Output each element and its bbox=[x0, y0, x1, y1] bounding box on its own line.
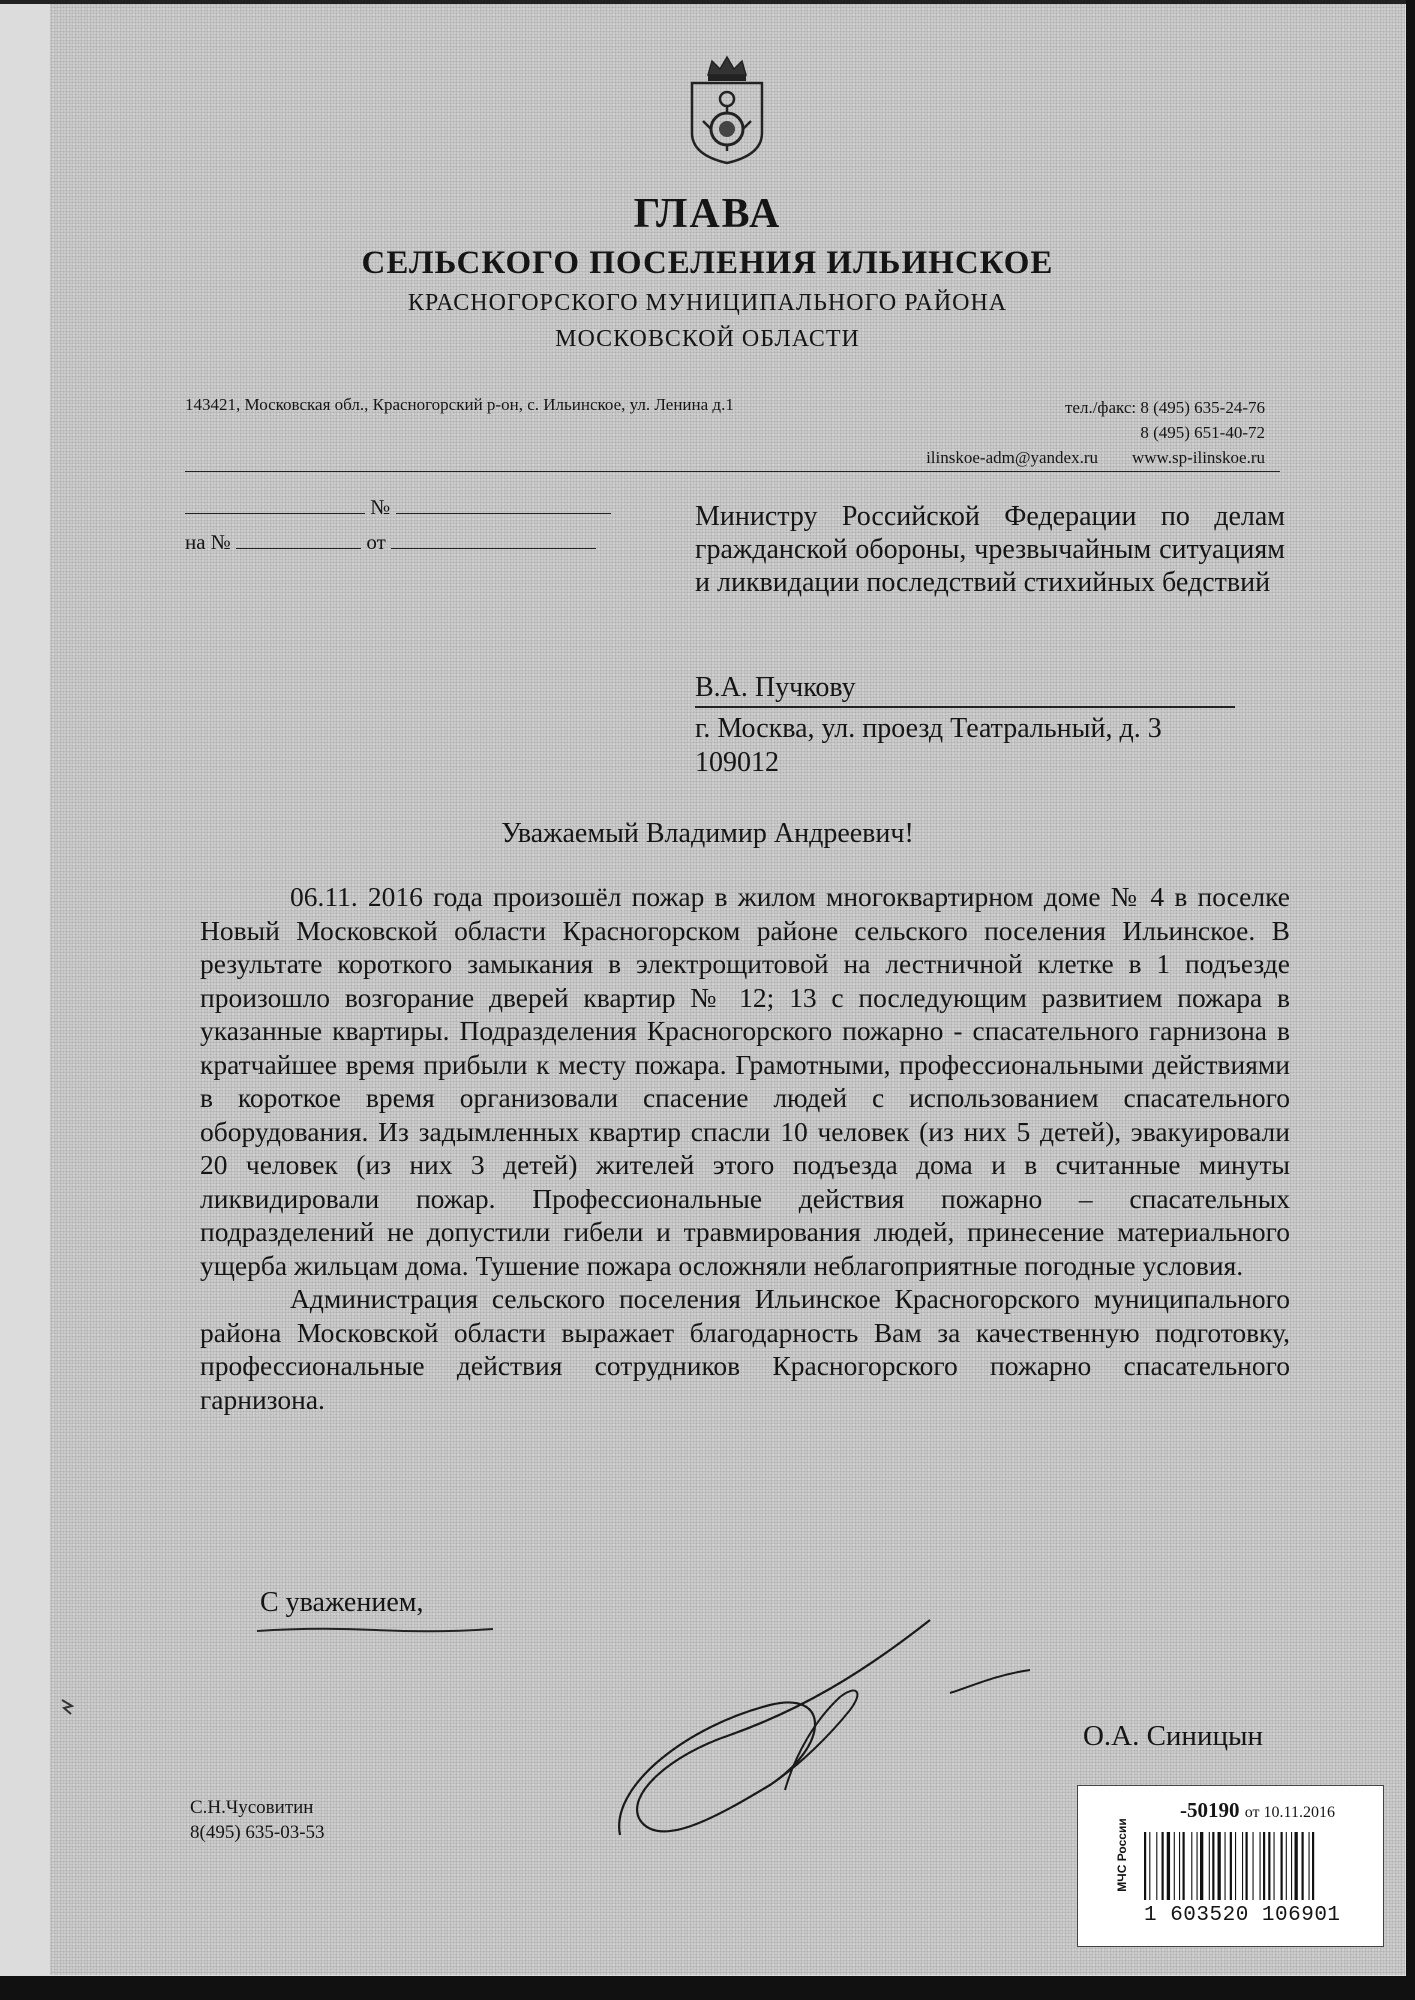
handwritten-signature bbox=[600, 1615, 1060, 1860]
barcode-bar bbox=[1209, 1832, 1210, 1900]
barcode-bar bbox=[1281, 1832, 1283, 1900]
barcode-bar bbox=[1218, 1832, 1221, 1900]
barcode-bar bbox=[1179, 1832, 1180, 1900]
sender-contacts bbox=[926, 395, 1265, 470]
recipient-name: В.А. Пучкову bbox=[695, 670, 1235, 708]
blank-reply-date bbox=[391, 530, 596, 549]
closing-phrase: С уважением, bbox=[260, 1587, 424, 1618]
barcode-bar bbox=[1291, 1832, 1292, 1900]
barcode-bar bbox=[1225, 1832, 1226, 1900]
barcode-bar bbox=[1191, 1832, 1192, 1900]
scan-edge-bottom bbox=[0, 1976, 1415, 2000]
executor-phone: 8(495) 635-03-53 bbox=[190, 1822, 325, 1843]
barcode-bar bbox=[1295, 1832, 1298, 1900]
header-divider bbox=[185, 471, 1280, 472]
barcode-bar bbox=[1144, 1832, 1146, 1900]
body-paragraph-2: Администрация сельского поселения Ильинское Красногорского муниципального района Московской области выражает благодарность Вам за качественную подготовку, профессиональные действия сотрудников Красногорского пожарно спасательного гарнизона. bbox=[200, 1283, 1290, 1415]
stamp-org: МЧС России bbox=[1115, 1818, 1129, 1892]
barcode-bar bbox=[1200, 1832, 1203, 1900]
recipient-postcode: 109012 bbox=[695, 747, 779, 778]
barcode-bar bbox=[1242, 1832, 1243, 1900]
sender-address: 143421, Московская обл., Красногорский р-он, с. Ильинское, ул. Ленина д.1 bbox=[185, 395, 734, 414]
body-paragraph-1: 06.11. 2016 года произошёл пожар в жилом многоквартирном доме № 4 в поселке Новый Московской области Красногорском районе сельского поселения Ильинское. В результате короткого замыкания в электрощитовой на лестничной клетке в 1 подъезде произошло возгорание дверей квартир № 12; 13 с последующим развитием пожара в указанные квартиры. Подразделения Красногорского пожарно - спасательного гарнизона в кратчайшее время прибыли к месту пожара. Грамотными, профессиональными действиями в короткое время организовали спасение людей с использованием спасательного оборудования. Из задымленных квартир спасли 10 человек (из них 5 детей), эвакуировали 20 человек (из них 3 детей) жителей этого подъезда дома и в считанные минуты ликвидировали пожар. Профессиональные действия пожарно – спасательных подразделений не допустили гибели и травмирования людей, принесение материального ущерба жильцам дома. Тушение пожара осложняли неблагоприятные погодные условия. bbox=[200, 881, 1290, 1281]
barcode-bar bbox=[1263, 1832, 1265, 1900]
barcode-bar bbox=[1230, 1832, 1232, 1900]
registration-stamp bbox=[1077, 1785, 1384, 1947]
barcode-bar bbox=[1246, 1832, 1248, 1900]
website: www.sp-ilinskoe.ru bbox=[1132, 448, 1265, 467]
barcode-bar bbox=[1268, 1832, 1270, 1900]
barcode-bar bbox=[1302, 1832, 1304, 1900]
scan-edge-top bbox=[0, 0, 1415, 4]
barcode-bar bbox=[1260, 1832, 1261, 1900]
barcode-bar bbox=[1183, 1832, 1185, 1900]
scan-dust-mark bbox=[60, 1698, 74, 1716]
stamp-barcode bbox=[1144, 1832, 1366, 1900]
barcode-bar bbox=[1174, 1832, 1175, 1900]
barcode-bar bbox=[1167, 1832, 1170, 1900]
blank-number-field bbox=[396, 495, 611, 514]
executor-block bbox=[190, 1795, 325, 1845]
barcode-bar bbox=[1197, 1832, 1198, 1900]
phone-fax: тел./факс: 8 (495) 635-24-76 bbox=[1065, 398, 1265, 417]
barcode-bar bbox=[1274, 1832, 1275, 1900]
coat-of-arms-emblem bbox=[688, 55, 766, 165]
blank-reply-number bbox=[236, 530, 361, 549]
barcode-bar bbox=[1235, 1832, 1236, 1900]
recipient-address-block bbox=[695, 712, 1162, 780]
email: ilinskoe-adm@yandex.ru bbox=[926, 448, 1098, 467]
registration-number-line bbox=[185, 495, 611, 520]
barcode-bar bbox=[1312, 1832, 1314, 1900]
barcode-bar bbox=[1253, 1832, 1254, 1900]
recipient-position: Министру Российской Федерации по делам гражданской обороны, чрезвычайным ситуациям и ликвидации последствий стихийных бедствий bbox=[695, 501, 1285, 598]
number-sign: № bbox=[370, 495, 391, 519]
header-settlement: СЕЛЬСКОГО ПОСЕЛЕНИЯ ИЛЬИНСКОЕ bbox=[361, 245, 1054, 281]
header-region: МОСКОВСКОЙ ОБЛАСТИ bbox=[555, 326, 860, 352]
date-word: от bbox=[366, 530, 386, 554]
phone-secondary: 8 (495) 651-40-72 bbox=[1140, 423, 1265, 442]
recipient-address: г. Москва, ул. проезд Театральный, д. 3 bbox=[695, 713, 1162, 744]
email-website-line bbox=[926, 445, 1265, 470]
stamp-barcode-digits: 1 603520 106901 bbox=[1144, 1904, 1341, 1927]
barcode-bar bbox=[1156, 1832, 1157, 1900]
stamp-registration bbox=[1180, 1798, 1335, 1823]
barcode-bar bbox=[1149, 1832, 1150, 1900]
blank-date-field bbox=[185, 495, 365, 514]
barcode-bar bbox=[1286, 1832, 1287, 1900]
closing-underline bbox=[255, 1625, 495, 1635]
reply-reference-line bbox=[185, 530, 596, 555]
reply-prefix: на № bbox=[185, 530, 231, 554]
signer-name: О.А. Синицын bbox=[1082, 1720, 1263, 1752]
header-district: КРАСНОГОРСКОГО МУНИЦИПАЛЬНОГО РАЙОНА bbox=[407, 290, 1008, 316]
stamp-date: от 10.11.2016 bbox=[1244, 1804, 1335, 1821]
header-title: ГЛАВА bbox=[633, 191, 782, 237]
barcode-bar bbox=[1162, 1832, 1164, 1900]
barcode-bar bbox=[1309, 1832, 1310, 1900]
barcode-bar bbox=[1212, 1832, 1214, 1900]
stamp-number: -50190 bbox=[1180, 1798, 1240, 1822]
letter-body bbox=[200, 880, 1290, 1416]
executor-name: С.Н.Чусовитин bbox=[190, 1797, 314, 1818]
salutation: Уважаемый Владимир Андреевич! bbox=[501, 818, 914, 849]
